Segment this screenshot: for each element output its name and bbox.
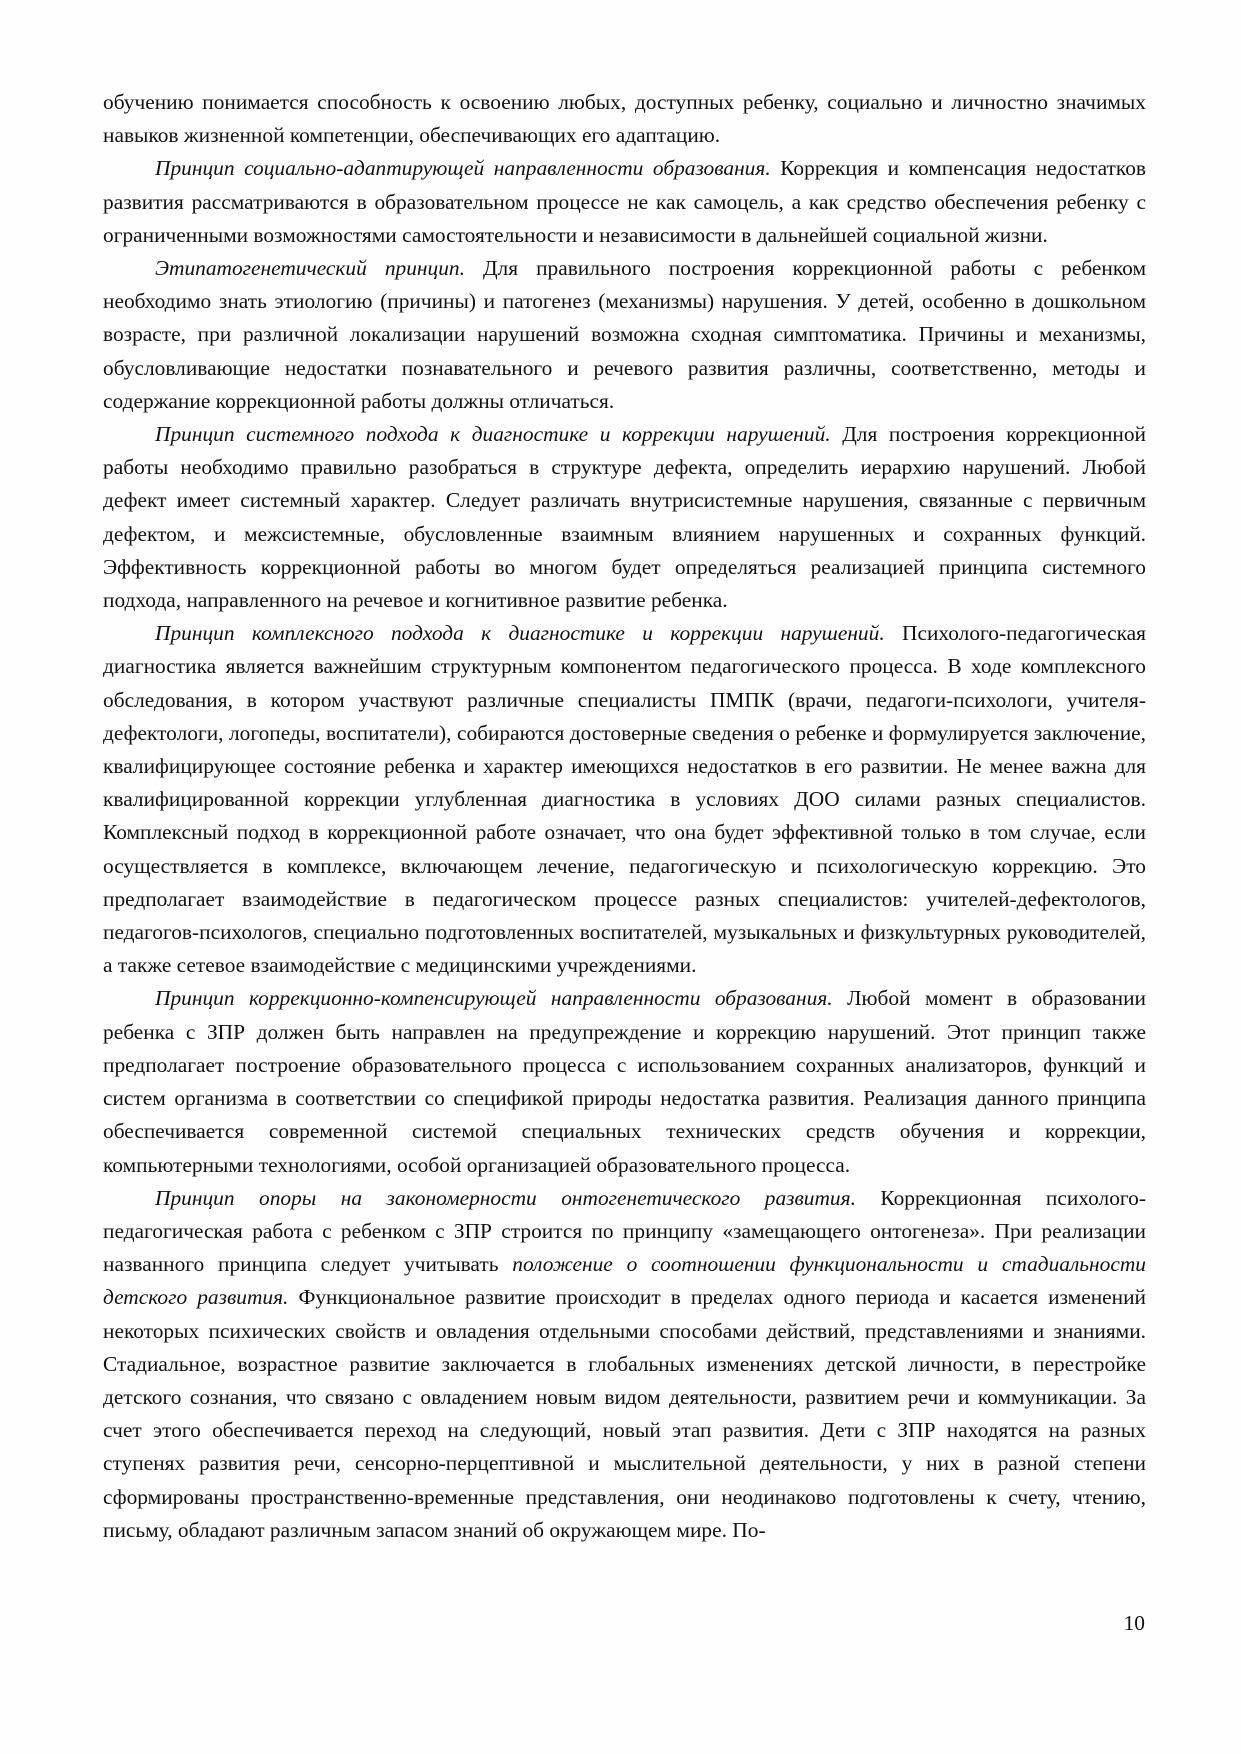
paragraph-social-adapting-principle [103, 152, 1146, 252]
paragraph-etiopathogenetic-principle [103, 252, 1146, 418]
paragraph-body-social-adapting: Коррекция и компенсация недостатков развития рассматриваются в образовательном процессе не как самоцель, а как средство обеспечения ребенку с ограниченными возможностями самостоятельности и независимости в дальнейшей социальной жизни. [103, 156, 1146, 247]
body-text-column [103, 86, 1146, 1547]
page-number: 10 [1123, 1611, 1145, 1635]
paragraph-body-ontogenetic-after: Функциональное развитие происходит в пределах одного периода и касается изменений некоторых психических свойств и овладения отдельными способами действий, представлениями и знаниями. Стадиальное, возрастное развитие заключается в глобальных изменениях детской личности, в перестройке детского сознания, что связано с овладением новым видом деятельности, развитием речи и коммуникации. За счет этого обеспечивается переход на следующий, новый этап развития. Дети с ЗПР находятся на разных ступенях развития речи, сенсорно-перцептивной и мыслительной деятельности, у них в разной степени сформированы пространственно-временные представления, они неодинаково подготовлены к счету, чтению, письму, обладают различным запасом знаний об окружающем мире. По- [103, 1285, 1147, 1542]
principle-title-ontogenetic-development: Принцип опоры на закономерности онтогенетического развития. [155, 1185, 856, 1210]
paragraph-complex-approach-principle [103, 617, 1146, 982]
principle-title-social-adapting: Принцип социально-адаптирующей направленности образования. [155, 156, 771, 181]
paragraph-body-etiopathogenetic: Для правильного построения коррекционной работы с ребенком необходимо знать этиологию (причины) и патогенез (механизмы) нарушения. У детей, особенно в дошкольном возрасте, при различной локализации нарушений возможна сходная симптоматика. Причины и механизмы, обусловливающие недостатки познавательного и речевого развития различны, соответственно, методы и содержание коррекционной работы должны отличаться. [103, 256, 1146, 413]
principle-title-etiopathogenetic: Этипатогенетический принцип. [155, 256, 465, 281]
paragraph-body-correctional-compensating: Любой момент в образовании ребенка с ЗПР должен быть направлен на предупреждение и коррекцию нарушений. Этот принцип также предполагает построение образовательного процесса с использованием сохранных анализаторов, функций и систем организма в соответствии со спецификой природы недостатка развития. Реализация данного принципа обеспечивается современной системой специальных технических средств обучения и коррекции, компьютерными технологиями, особой организацией образовательного процесса. [103, 986, 1146, 1177]
principle-title-systemic-approach: Принцип системного подхода к диагностике и коррекции нарушений. [155, 422, 831, 447]
paragraph-systemic-approach-principle [103, 418, 1146, 617]
paragraph-correctional-compensating-principle [103, 982, 1146, 1181]
principle-title-complex-approach: Принцип комплексного подхода к диагностике и коррекции нарушений. [155, 621, 885, 646]
emphasis-functionality-stadiality: положение о соотношении функциональности и стадиальности детского развития. [103, 1252, 1146, 1310]
paragraph-body-systemic-approach: Для построения коррекционной работы необходимо правильно разобраться в структуре дефекта, определить иерархию нарушений. Любой дефект имеет системный характер. Следует различать внутрисистемные нарушения, связанные с первичным дефектом, и межсистемные, обусловленные взаимным влиянием нарушенных и сохранных функций. Эффективность коррекционной работы во многом будет определяться реализацией принципа системного подхода, направленного на речевое и когнитивное развитие ребенка. [103, 422, 1146, 613]
principle-title-correctional-compensating: Принцип коррекционно-компенсирующей направленности образования. [155, 986, 833, 1011]
paragraph-body-ontogenetic-before: Коррекционная психолого-педагогическая работа с ребенком с ЗПР строится по принципу «замещающего онтогенеза». При реализации названного принципа следует учитывать [103, 1185, 1146, 1277]
paragraph-ontogenetic-development-principle [103, 1182, 1146, 1547]
paragraph-continuation: обучению понимается способность к освоению любых, доступных ребенку, социально и личностно значимых навыков жизненной компетенции, обеспечивающих его адаптацию. [103, 90, 1146, 148]
paragraph-body-complex-approach: Психолого-педагогическая диагностика является важнейшим структурным компонентом педагогического процесса. В ходе комплексного обследования, в котором участвуют различные специалисты ПМПК (врачи, педагоги-психологи, учителя-дефектологи, логопеды, воспитатели), собираются достоверные сведения о ребенке и формулируется заключение, квалифицирующее состояние ребенка и характер имеющихся недостатков в его развитии. Не менее важна для квалифицированной коррекции углубленная диагностика в условиях ДОО силами разных специалистов. Комплексный подход в коррекционной работе означает, что она будет эффективной только в том случае, если осуществляется в комплексе, включающем лечение, педагогическую и психологическую коррекцию. Это предполагает взаимодействие в педагогическом процессе разных специалистов: учителей-дефектологов, педагогов-психологов, специально подготовленных воспитателей, музыкальных и физкультурных руководителей, а также сетевое взаимодействие с медицинскими учреждениями. [103, 621, 1146, 978]
